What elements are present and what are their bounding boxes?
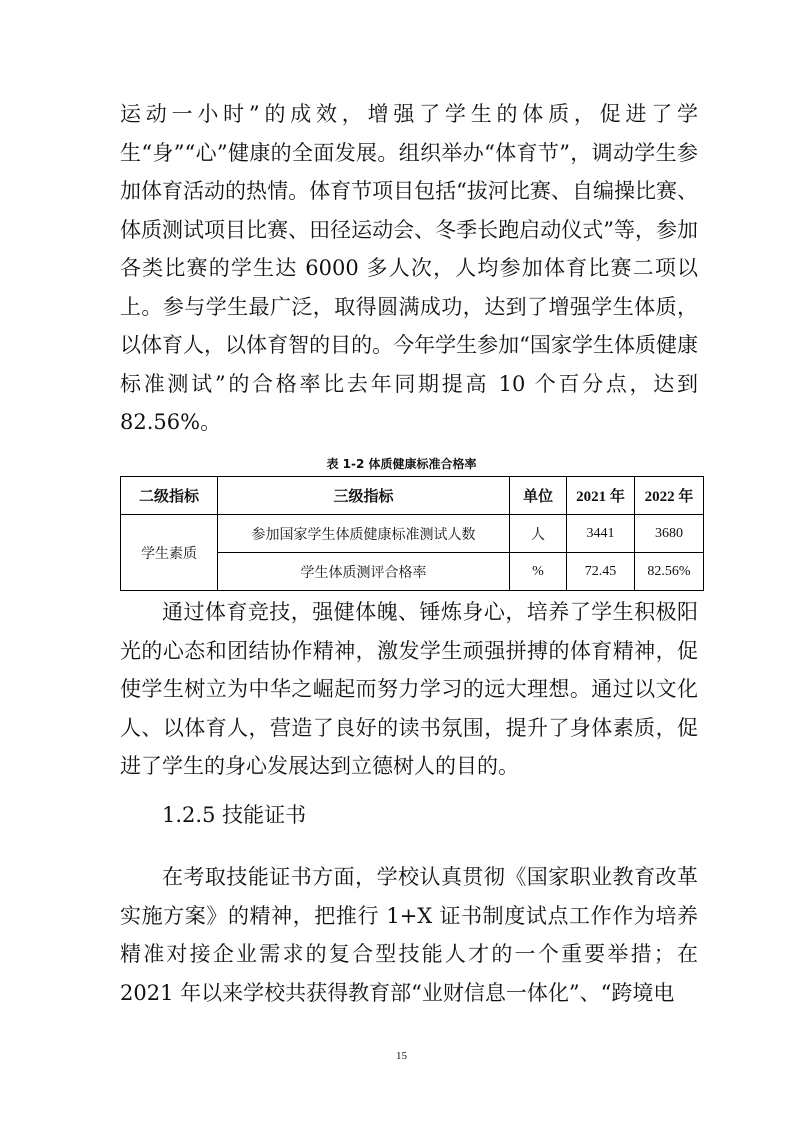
table-cell: 人 bbox=[510, 515, 567, 553]
paragraph-skill-certificates: 在考取技能证书方面，学校认真贯彻《国家职业教育改革实施方案》的精神，把推行 1+X 证书制度试点工作作为培养精准对接企业需求的复合型技能人才的一个重要举措；在 2021 年以来学校共获得教育部“业财信息一体化”、“跨境电 bbox=[120, 865, 698, 1005]
group-label-cell: 学生素质 bbox=[121, 515, 218, 591]
page-number: 15 bbox=[396, 1050, 407, 1062]
table-row bbox=[121, 515, 704, 553]
column-header: 2022 年 bbox=[635, 477, 704, 515]
table-cell: 3680 bbox=[635, 515, 704, 553]
table-cell: 82.56% bbox=[635, 553, 704, 591]
paragraph-sports-outcomes: 运动一小时”的成效，增强了学生的体质，促进了学生“身”“心”健康的全面发展。组织举办“体育节”，调动学生参加体育活动的热情。体育节项目包括“拔河比赛、自编操比赛、体质测试项目比赛、田径运动会、冬季长跑启动仪式”等，参加各类比赛的学生达 6000 多人次，人均参加体育比赛二项以上。参与学生最广泛，取得圆满成功，达到了增强学生体质，以体育人，以体育智的目的。今年学生参加“国家学生体质健康标准测试”的合格率比去年同期提高 10 个百分点，达到 82.56%。 bbox=[120, 102, 698, 434]
column-header: 三级指标 bbox=[218, 477, 510, 515]
paragraph-sports-spirit: 通过体育竞技，强健体魄、锤炼身心，培养了学生积极阳光的心态和团结协作精神，激发学生顽强拼搏的体育精神，促使学生树立为中华之崛起而努力学习的远大理想。通过以文化人、以体育人，营造了良好的读书氛围，提升了身体素质，促进了学生的身心发展达到立德树人的目的。 bbox=[120, 600, 698, 778]
column-header: 2021 年 bbox=[567, 477, 635, 515]
column-header: 单位 bbox=[510, 477, 567, 515]
section-heading: 1.2.5 技能证书 bbox=[162, 803, 307, 827]
table-cell: 参加国家学生体质健康标准测试人数 bbox=[218, 515, 510, 553]
table-cell: 3441 bbox=[567, 515, 635, 553]
table-cell: % bbox=[510, 553, 567, 591]
table-cell: 72.45 bbox=[567, 553, 635, 591]
table-cell: 学生体质测评合格率 bbox=[218, 553, 510, 591]
column-header: 二级指标 bbox=[121, 477, 218, 515]
fitness-pass-rate-table bbox=[120, 476, 704, 591]
table-header-row bbox=[121, 477, 704, 515]
table-caption: 表 1-2 体质健康标准合格率 bbox=[326, 457, 477, 471]
